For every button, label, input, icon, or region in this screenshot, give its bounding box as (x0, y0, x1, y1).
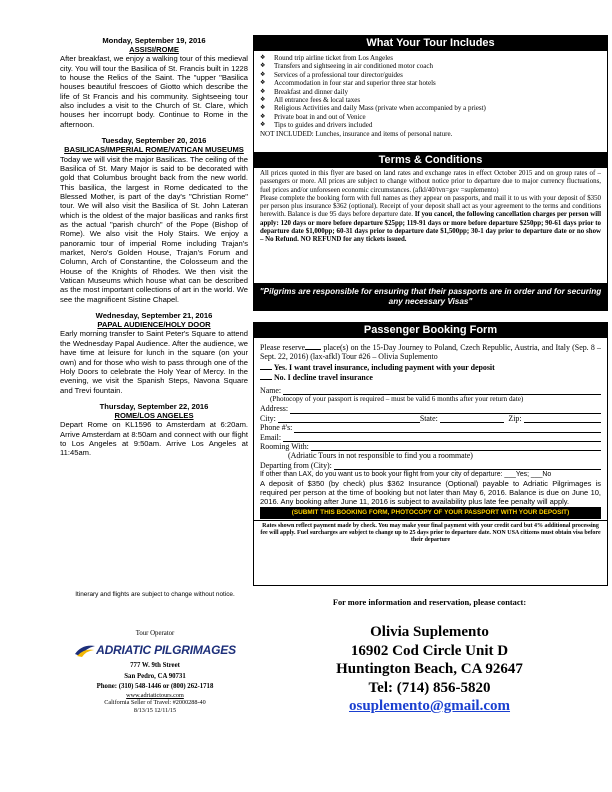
city-field[interactable] (278, 414, 420, 423)
itinerary-day (60, 402, 248, 458)
booking-heading: Passenger Booking Form (254, 323, 607, 338)
diamond-bullet-icon: ❖ (260, 122, 266, 129)
diamond-bullet-icon: ❖ (260, 71, 266, 78)
day-title: ROME/LOS ANGELES (114, 411, 194, 421)
name-field[interactable] (283, 386, 601, 395)
itinerary-day (60, 311, 248, 395)
reserve-text: Please reserve place(s) on the 15-Day Journey to Poland, Czech Republic, Austria, and Italy (Sep. 8 – Sept. 22, 2016) (lax-afkl) Tour #26 – Olivia Suplemento (260, 343, 601, 362)
terms-paragraph: All prices quoted in this flyer are based on land rates and exchange rates in effect October 2015 and on group rates of – passengers or more. All prices are subject to change without notice prior to departure due to major currency fluctuations, fuel prices and/or unforeseen economic circumstances. (afkl/40/tvn=gsv =suplemento) (260, 170, 601, 194)
terms-box (253, 152, 608, 284)
city-state-zip-row: City: State: Zip: (260, 414, 601, 423)
diamond-bullet-icon: ❖ (260, 80, 266, 87)
day-title: ASSISI/ROME (129, 45, 179, 55)
list-item: ❖ Accommodation in four star and superior three star hotels (260, 79, 436, 88)
diamond-bullet-icon: ❖ (260, 97, 266, 104)
departing-field-row: Departing from (City): (260, 461, 601, 470)
operator-dates: 8/13/15 12/11/15 (133, 706, 177, 714)
lax-question: If other than LAX, do you want us to book your flight from your city of departure: ___Yes; ___No (260, 471, 552, 479)
operator-website-link[interactable]: www.adriatictours.com (126, 691, 184, 699)
day-date: Monday, September 19, 2016 (102, 36, 206, 45)
rooming-field[interactable] (311, 442, 601, 451)
itinerary-day (60, 36, 248, 129)
name-field-row: Name: (260, 386, 601, 395)
day-title: BASILICAS/IMPERIAL ROME/VATICAN MUSEUMS (64, 145, 244, 155)
includes-heading: What Your Tour Includes (254, 36, 607, 51)
email-field-row: Email: (260, 433, 601, 442)
rooming-note: (Adriatic Tours in not responsible to find you a roommate) (288, 451, 473, 461)
state-field[interactable] (440, 414, 505, 423)
day-date: Wednesday, September 21, 2016 (95, 311, 213, 321)
contact-phone: Tel: (714) 856-5820 (368, 679, 491, 696)
diamond-bullet-icon: ❖ (260, 63, 266, 70)
day-title: PAPAL AUDIENCE/HOLY DOOR (97, 320, 211, 330)
email-field[interactable] (283, 433, 601, 442)
address-field-row: Address: (260, 404, 601, 413)
contact-name: Olivia Suplemento (370, 624, 489, 640)
rooming-field-row: Rooming With: (260, 442, 601, 451)
contact-street: 16902 Cod Circle Unit D (350, 642, 509, 659)
day-description: Today we will visit the major Basilicas. The ceiling of the Basilica of St. Mary Major is said to be decorated with gold that Columbus brought back from the new world. This basilica, the largest in Rome dedicated to the Blessed Mother, is part of the day's "Christian Rome" tour. We will also visit the Basilica of St. John Lateran which is the oldest of the major basilicas and ranks first as the actual "parish church" of the Pope (Bishop of Rome). We also visit the Holy Stairs. We enjoy a panoramic tour of imperial Rome including Trajan's market, Nero's Golden House, Trajan's Forum and Column, Arch of Constantine, the Colosseum and the House of the Knights of Rhodes. We then visit the Vatican Museums which house what can be described as the most important collections of art in the world. We see the magnificent Sistine Chapel. (60, 154, 248, 304)
insurance-yes-checkbox[interactable] (260, 362, 272, 370)
departing-city-field[interactable] (334, 461, 601, 470)
diamond-bullet-icon: ❖ (260, 88, 266, 95)
list-item: ❖ Transfers and sightseeing in air conditioned motor coach (260, 62, 433, 71)
diamond-bullet-icon: ❖ (260, 55, 266, 61)
logo-text: ADRIATIC PILGRIMAGES (96, 643, 236, 657)
list-item: ❖ Religious Activities and daily Mass (private when accompanied by a priest) (260, 104, 486, 113)
day-description: Early morning transfer to Saint Peter's Square to attend the Wednesday Papal Audience. After the audience, we have time at leisure for lunch in the square (on your own) and for those who wish to pass through one of the Holy Doors to celebrate the Holy Year of Mercy. In the evening, we visit the Spanish Steps, Navona Square and Trevi fountain. (60, 329, 248, 395)
diamond-bullet-icon: ❖ (260, 113, 266, 120)
list-item: ❖ Round trip airline ticket from Los Angeles (260, 54, 393, 62)
operator-label: Tour Operator (135, 630, 175, 637)
submit-instructions: (SUBMIT THIS BOOKING FORM, PHOTOCOPY OF YOUR PASSPORT WITH YOUR DEPOSIT) (260, 507, 601, 518)
contact-city: Huntington Beach, CA 92647 (336, 661, 523, 677)
insurance-no-option[interactable]: No. I decline travel insurance (260, 372, 601, 382)
phone-field-row: Phone #'s: (260, 423, 601, 432)
includes-list (254, 51, 607, 130)
operator-seller-number: California Seller of Travel: #2000288-40 (104, 699, 206, 707)
day-date: Tuesday, September 20, 2016 (101, 136, 207, 146)
tour-operator-block (60, 630, 250, 715)
list-item: ❖ Services of a professional tour director/guides (260, 70, 403, 79)
terms-text (254, 168, 607, 245)
passport-note: (Photocopy of your passport is required – must be valid 6 months after your return date) (270, 395, 524, 404)
day-description: After breakfast, we enjoy a walking tour of this medieval city. You will tour the Basilica of St. Francis built in 1228 to house the Relics of the Saint. The "upper "Basilica houses beautiful frescoes of Giotto which describe the life of St Francis and his community. Sightseeing tour also includes a visit to the Church of St. Clare, which houses her incorrupt body. Continue to Rome in the afternoon. (60, 54, 248, 129)
list-item: ❖ All entrance fees & local taxes (260, 96, 361, 105)
itinerary-column (60, 36, 248, 465)
tour-includes-box (253, 35, 608, 153)
contact-email-link[interactable]: osuplemento@gmail.com (348, 698, 511, 714)
cancellation-charges: If you cancel, the following cancellation charges per person will apply: 120 days or more before departure $25pp; 119-91 days or more before departure $250pp; 90-61 days prior to departure date $1,000pp; 60-31 days prior to departure date $1,500pp; 30-1 day prior to departure date or no show – No Refund. NO REFUND for any tickets issued. (260, 211, 601, 244)
itinerary-day (60, 136, 248, 304)
list-item: ❖ Breakfast and dinner daily (260, 87, 349, 96)
insurance-no-checkbox[interactable] (260, 372, 272, 380)
list-item: ❖ Tips to guides and drivers included (260, 121, 373, 130)
rates-note: Rates shown reflect payment made by check. You may make your final payment with your credit card but 4% additional processing fee will apply. Fuel surcharges are subject to change up to 25 days prior to departure date. NON USA citizens must obtain visa before their departure (254, 520, 607, 545)
booking-form (253, 322, 608, 586)
list-item: ❖ Private boat in and out of Venice (260, 112, 366, 121)
not-included-text: NOT INCLUDED: Lunches, insurance and items of personal nature. (260, 129, 453, 138)
zip-field[interactable] (524, 414, 601, 423)
passport-notice-banner: "Pilgrims are responsible for ensuring that their passports are in order and for securing any necessary Visas" (253, 283, 608, 311)
operator-city: San Pedro, CA 90731 (124, 672, 186, 680)
address-field[interactable] (290, 405, 601, 414)
operator-phone: Phone: (310) 548-1446 or (800) 262-1718 (96, 683, 214, 691)
day-date: Thursday, September 22, 2016 (99, 401, 209, 411)
phone-field[interactable] (294, 424, 601, 433)
day-description: Depart Rome on KL1596 to Amsterdam at 6:20am. Arrive Amsterdam at 8:50am and connect with our flight to Los Angeles at 9:50am. Arrive Los Angeles at 11:45am. (60, 420, 248, 458)
contact-intro: For more information and reservation, please contact: (332, 598, 527, 607)
itinerary-note: Itinerary and flights are subject to change without notice. (75, 591, 235, 598)
operator-street: 777 W. 9th Street (130, 662, 180, 669)
pilgrim-logo-icon (74, 642, 96, 658)
terms-paragraph: Please complete the booking form with full names as they appear on passports, and mail it to us with your deposit of $350 per person plus insurance $362 (optional). Receipt of your deposit shall act as your agreement to the terms and conditions herewith. Balance is due 95 days before departure date. (260, 194, 601, 219)
contact-block (253, 598, 606, 716)
places-count-field[interactable] (305, 342, 321, 350)
operator-logo (60, 640, 250, 660)
diamond-bullet-icon: ❖ (260, 105, 266, 112)
deposit-paragraph: A deposit of $350 (by check) plus $362 Insurance (Optional) payable to Adriatic Pilgrimages is required per person at the time of booking but not later than May 6, 2016. Balance is due on June 10, 2016. Any booking after June 11, 2016 is subject to availability plus late fee penalty will apply. (260, 479, 601, 507)
terms-heading: Terms & Conditions (254, 153, 607, 168)
insurance-yes-option[interactable]: Yes. I want travel insurance, including payment with your deposit (260, 362, 601, 372)
